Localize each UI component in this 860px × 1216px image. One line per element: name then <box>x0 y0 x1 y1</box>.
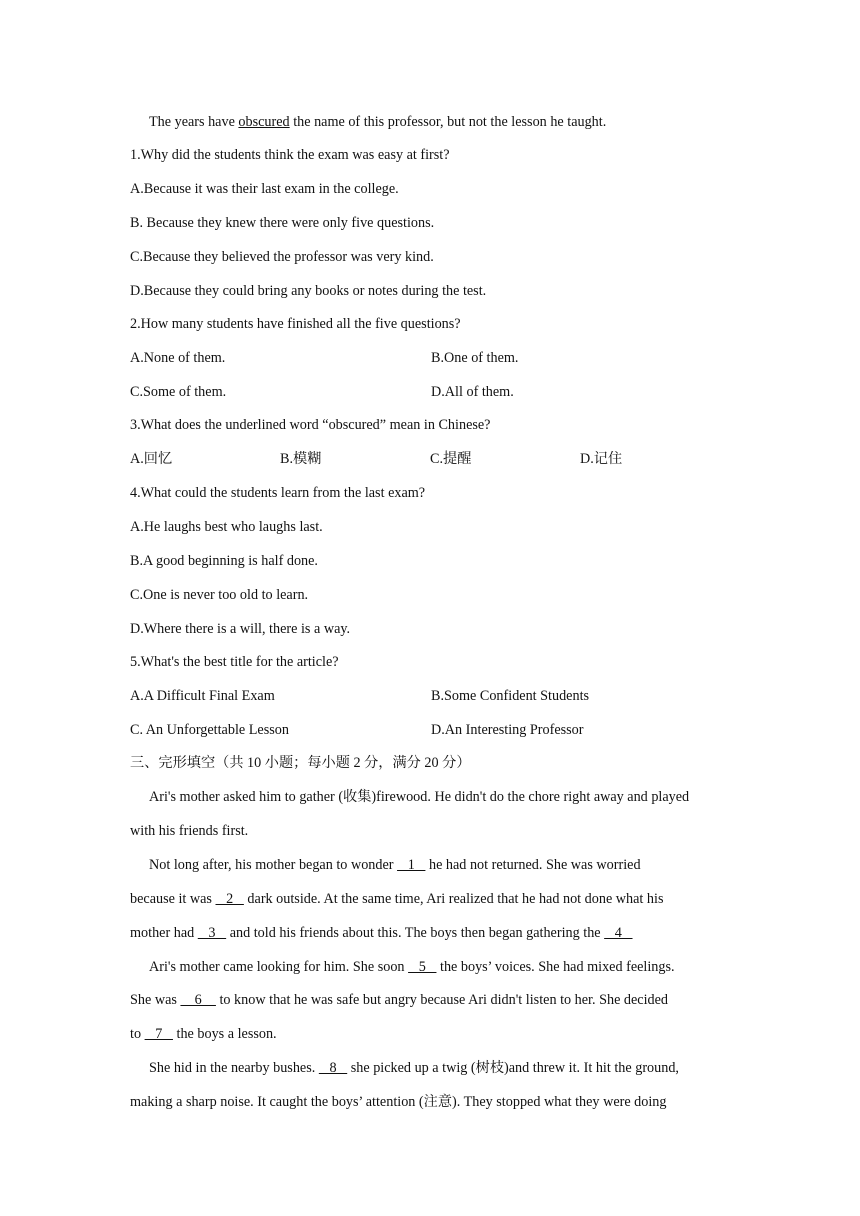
question-3-option-c: C.提醒 <box>430 451 472 467</box>
blank-2: 2 <box>215 891 244 907</box>
cloze-p4-line1: She hid in the nearby bushes. 8 she picked up a twig (树枝)and threw it. It hit the ground, <box>149 1060 679 1076</box>
question-4-stem: 4.What could the students learn from the last exam? <box>130 485 426 501</box>
question-4-option-b: B.A good beginning is half done. <box>130 553 318 569</box>
blank-1: 1 <box>397 857 426 873</box>
underlined-word: obscured <box>238 114 290 130</box>
blank-6: 6 <box>180 992 216 1008</box>
question-1-option-a: A.Because it was their last exam in the college. <box>130 181 399 197</box>
intro-sentence <box>149 113 606 131</box>
question-3-option-b: B.模糊 <box>280 451 322 467</box>
question-3-option-a: A.回忆 <box>130 451 173 467</box>
cloze-p2-line2: because it was 2 dark outside. At the same time, Ari realized that he had not done what his <box>130 891 664 907</box>
cloze-p2-line3: mother had 3 and told his friends about this. The boys then began gathering the 4 <box>130 925 633 941</box>
question-5-option-a: A.A Difficult Final Exam <box>130 688 275 704</box>
cloze-p1-line1: Ari's mother asked him to gather (收集)firewood. He didn't do the chore right away and played <box>149 789 690 805</box>
intro-text-after: the name of this professor, but not the lesson he taught. <box>289 114 607 130</box>
blank-4: 4 <box>604 925 633 941</box>
question-2-option-b: B.One of them. <box>431 350 519 366</box>
question-5-option-d: D.An Interesting Professor <box>431 722 584 738</box>
section-heading: 三、完形填空（共 10 小题；每小题 2 分，满分 20 分） <box>130 755 471 771</box>
question-1-stem: 1.Why did the students think the exam was easy at first? <box>130 147 450 163</box>
question-1-option-c: C.Because they believed the professor was very kind. <box>130 249 434 265</box>
cloze-p2-line1: Not long after, his mother began to wonder 1 he had not returned. She was worried <box>149 857 641 873</box>
cloze-p1-line2: with his friends first. <box>130 823 249 839</box>
cloze-p3-line1: Ari's mother came looking for him. She soon 5 the boys’ voices. She had mixed feelings. <box>149 959 675 975</box>
question-4-option-d: D.Where there is a will, there is a way. <box>130 621 351 637</box>
question-1-option-b: B. Because they knew there were only five questions. <box>130 215 435 231</box>
question-2-option-d: D.All of them. <box>431 384 514 400</box>
intro-text-before: The years have <box>149 114 239 130</box>
question-2-option-a: A.None of them. <box>130 350 226 366</box>
blank-8: 8 <box>318 1060 348 1076</box>
question-2-stem: 2.How many students have finished all the five questions? <box>130 316 461 332</box>
cloze-p4-line2: making a sharp noise. It caught the boys’ attention (注意). They stopped what they were doing <box>130 1094 667 1110</box>
question-5-option-b: B.Some Confident Students <box>431 688 590 704</box>
question-1-option-d: D.Because they could bring any books or notes during the test. <box>130 283 487 299</box>
blank-5: 5 <box>408 959 437 975</box>
cloze-p3-line2: She was 6 to know that he was safe but angry because Ari didn't listen to her. She decided <box>130 992 669 1008</box>
cloze-p3-line3: to 7 the boys a lesson. <box>130 1026 277 1042</box>
question-5-option-c: C. An Unforgettable Lesson <box>130 722 289 738</box>
blank-7: 7 <box>144 1026 173 1042</box>
question-3-stem: 3.What does the underlined word “obscured” mean in Chinese? <box>130 417 491 433</box>
question-4-option-c: C.One is never too old to learn. <box>130 587 309 603</box>
question-4-option-a: A.He laughs best who laughs last. <box>130 519 323 535</box>
question-2-option-c: C.Some of them. <box>130 384 227 400</box>
question-3-option-d: D.记住 <box>580 451 623 467</box>
question-5-stem: 5.What's the best title for the article? <box>130 654 339 670</box>
blank-3: 3 <box>197 925 227 941</box>
